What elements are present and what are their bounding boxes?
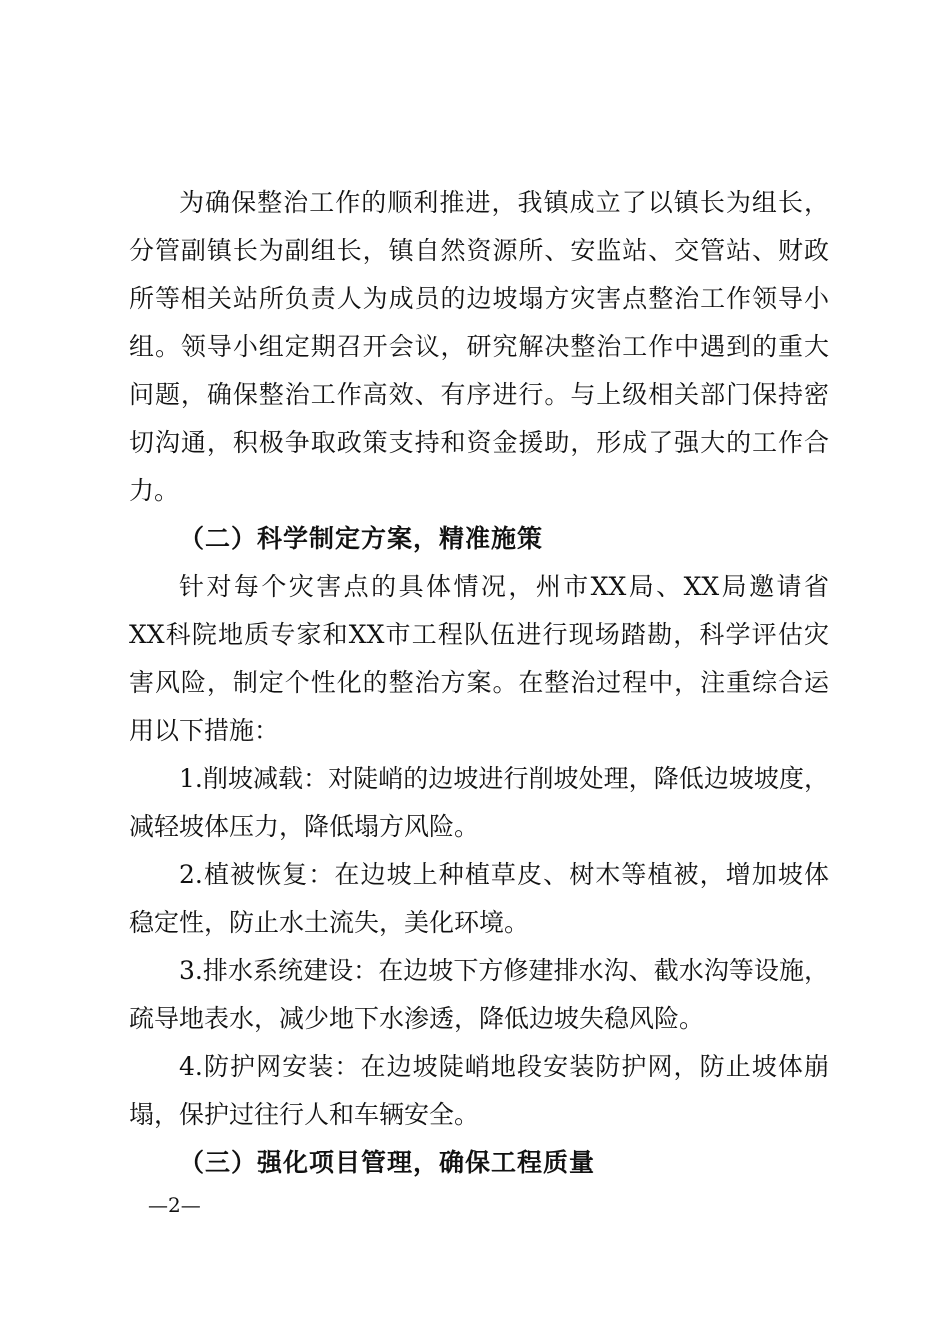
list-item-line: 塌，保护过往行人和车辆安全。 xyxy=(129,1100,480,1129)
list-item-line: 2.植被恢复：在边坡上种植草皮、树木等植被，增加坡体 xyxy=(179,860,829,889)
paragraph-line: 分管副镇长为副组长，镇自然资源所、安监站、交管站、财政 xyxy=(129,236,829,265)
paragraph-line: 用以下措施： xyxy=(129,716,280,745)
paragraph-line: 为确保整治工作的顺利推进，我镇成立了以镇长为组长， xyxy=(179,188,829,217)
list-item-line: 3.排水系统建设：在边坡下方修建排水沟、截水沟等设施， xyxy=(179,956,829,985)
list-item-line: 稳定性，防止水土流失，美化环境。 xyxy=(129,908,530,937)
paragraph-line: 组。领导小组定期召开会议，研究解决整治工作中遇到的重大 xyxy=(129,332,829,361)
list-item-line: 1.削坡减载：对陡峭的边坡进行削坡处理，降低边坡坡度， xyxy=(179,764,829,793)
list-item-line: 疏导地表水，减少地下水渗透，降低边坡失稳风险。 xyxy=(129,1004,705,1033)
list-item-line: 4.防护网安装：在边坡陡峭地段安装防护网，防止坡体崩 xyxy=(179,1052,829,1081)
paragraph-line: 所等相关站所负责人为成员的边坡塌方灾害点整治工作领导小 xyxy=(129,284,829,313)
paragraph-line: XX科院地质专家和XX市工程队伍进行现场踏勘，科学评估灾 xyxy=(129,620,829,649)
section-heading: （三）强化项目管理，确保工程质量 xyxy=(179,1148,596,1177)
paragraph-line: 力。 xyxy=(129,476,180,505)
paragraph-line: 害风险，制定个性化的整治方案。在整治过程中，注重综合运 xyxy=(129,668,829,697)
list-item-line: 减轻坡体压力，降低塌方风险。 xyxy=(129,812,480,841)
paragraph-line: 问题，确保整治工作高效、有序进行。与上级相关部门保持密 xyxy=(129,380,829,409)
paragraph-line: 切沟通，积极争取政策支持和资金援助，形成了强大的工作合 xyxy=(129,428,829,457)
page-number: —2— xyxy=(148,1193,201,1217)
paragraph-line: 针对每个灾害点的具体情况，州市XX局、XX局邀请省 xyxy=(179,572,829,601)
section-heading: （二）科学制定方案，精准施策 xyxy=(179,524,544,553)
